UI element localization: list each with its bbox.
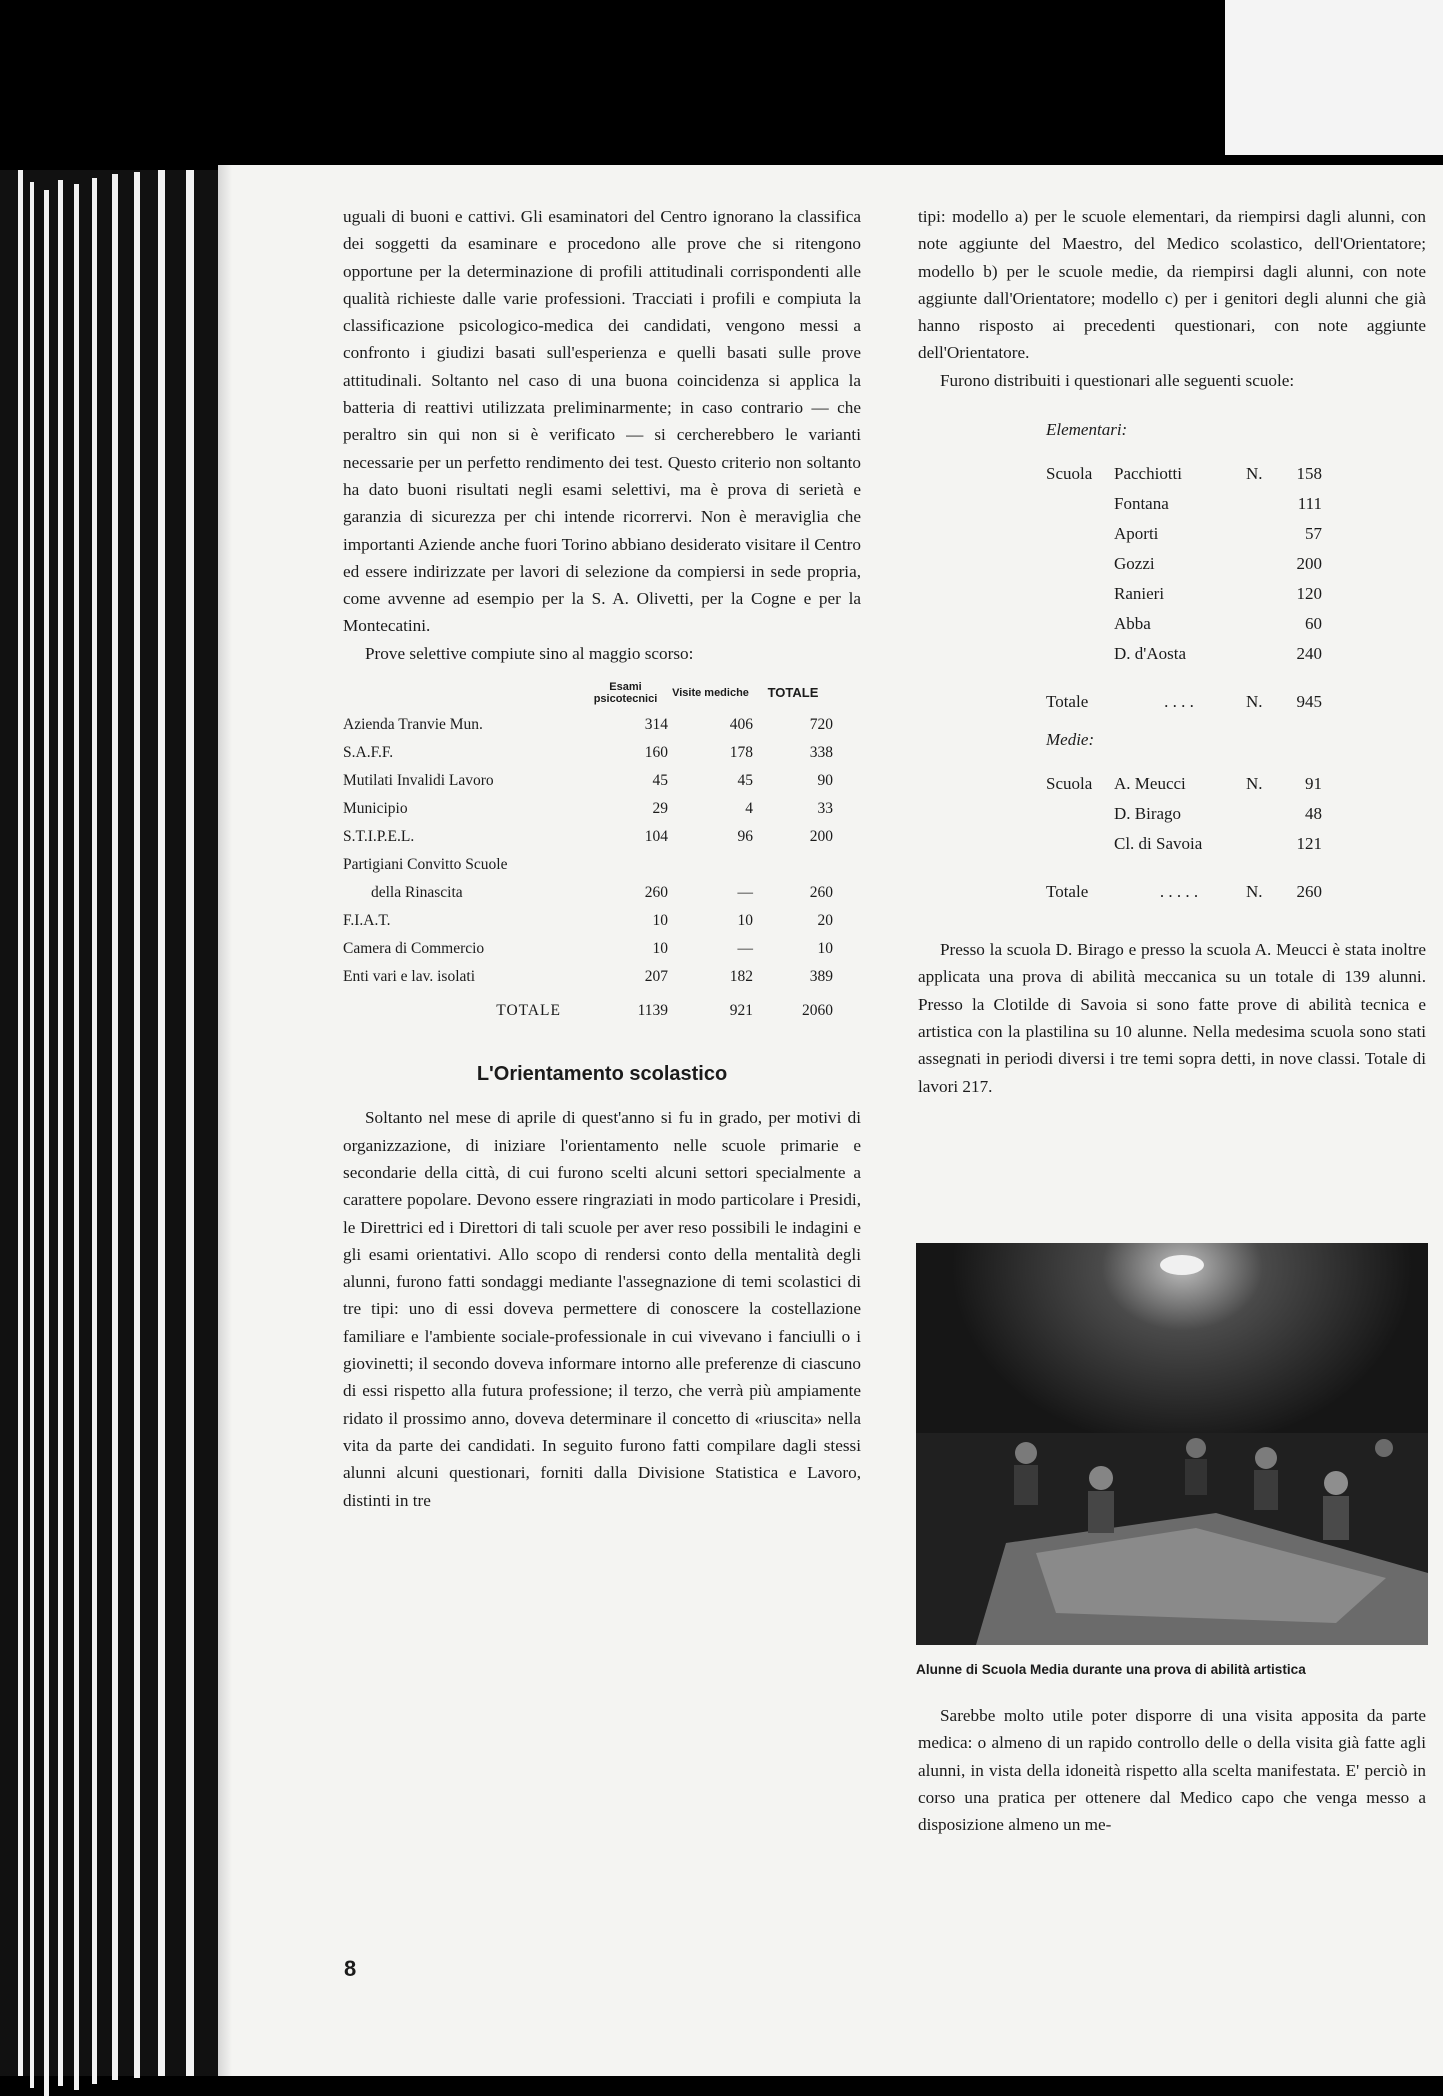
num-abbrev xyxy=(1246,490,1280,518)
page-edge xyxy=(58,180,63,2086)
paragraph: uguali di buoni e cattivi. Gli esaminatori del Centro ignorano la classifica dei soggetti da esaminare e procedono alle prove che si ritengono opportune per la determinazione di profili attitudinali corrispondenti alle qualità richieste dalle varie professioni. Tracciati i profili e compiuta la classificazione psicologico-medica dei candidati, vengono messi a confronto i giudizi basati sull'esperienza e quelli basati sulle prove attitudinali. Soltanto nel caso di una buona coincidenza si applica la batteria di reattivi utilizzata preliminarmente; in caso contrario — che peraltro sin qui non si è verificato — si cercherebbero le varianti necessarie per un perfetto rendimento dei test. Questo criterio non soltanto ha dato buoni risultati negli esami selettivi, ma è prova di serietà e garanzia di sicurezza per chi intende ricorrervi. Non è meraviglia che importanti Aziende anche fuori Torino abbiano desiderato visitare il Centro ed essere indirizzate per lavori di selezione da compiersi in sede propria, come avvenne ad esempio per la S. A. Olivetti, per la Cogne e per la Montecatini. xyxy=(343,207,861,636)
cell-esami: 45 xyxy=(652,772,668,790)
left-column xyxy=(343,203,861,1514)
school-name: Aporti xyxy=(1114,524,1159,544)
school-name: Abba xyxy=(1114,614,1151,634)
school-name: Pacchiotti xyxy=(1114,464,1182,484)
school-row xyxy=(1046,610,1322,638)
cell-totale: 338 xyxy=(809,744,833,762)
cell-visite: 45 xyxy=(737,772,753,790)
school-prefix xyxy=(1046,830,1112,858)
column-header: TOTALE xyxy=(767,685,819,701)
total-label: Totale xyxy=(1046,692,1089,712)
cell-visite: 10 xyxy=(737,912,753,930)
row-label: S.A.F.F. xyxy=(343,744,394,762)
total-count: 260 xyxy=(1296,882,1322,902)
row-label: Partigiani Convitto Scuole xyxy=(343,856,508,874)
cell-totale: 389 xyxy=(809,968,833,986)
school-prefix xyxy=(1046,490,1112,518)
school-prefix: Scuola xyxy=(1046,774,1093,794)
school-prefix xyxy=(1046,520,1112,548)
table-row xyxy=(343,851,833,879)
school-name: Ranieri xyxy=(1114,584,1165,604)
school-row xyxy=(1046,550,1322,578)
total-visite: 921 xyxy=(729,1002,753,1020)
page-edge xyxy=(18,170,23,2076)
page-edge xyxy=(158,170,165,2076)
num-abbrev: N. xyxy=(1246,464,1263,484)
cell-visite xyxy=(668,851,753,879)
school-row xyxy=(1046,830,1322,858)
school-row xyxy=(1046,460,1322,488)
cell-totale: 260 xyxy=(809,884,833,902)
school-row xyxy=(1046,800,1322,828)
school-row xyxy=(1046,580,1322,608)
num-abbrev xyxy=(1246,610,1280,638)
school-count: 240 xyxy=(1296,644,1322,664)
school-row xyxy=(1046,770,1322,798)
cell-visite: 4 xyxy=(745,800,753,818)
page-edge xyxy=(74,184,79,2090)
cell-totale xyxy=(753,851,833,879)
school-prefix xyxy=(1046,610,1112,638)
num-abbrev: N. xyxy=(1246,692,1263,712)
row-label: Mutilati Invalidi Lavoro xyxy=(343,772,494,790)
cell-totale: 20 xyxy=(817,912,833,930)
school-count: 111 xyxy=(1297,494,1322,514)
school-name: D. d'Aosta xyxy=(1114,644,1187,664)
right-column-continued xyxy=(918,1702,1426,1838)
paragraph: Presso la scuola D. Birago e presso la scuola A. Meucci è stata inoltre applicata una prova di abilità meccanica su un totale di 139 alunni. Presso la Clotilde di Savoia si sono fatte prove di abilità tecnica e artistica con la plastilina su 10 alunne. Nella medesima scuola sono stati assegnati in periodi diversi i tre temi sopra detti, in nove classi. Totale di lavori 217. xyxy=(918,940,1426,1096)
num-abbrev xyxy=(1246,800,1280,828)
table-row xyxy=(343,823,833,851)
page-edge xyxy=(186,170,194,2076)
total-label: TOTALE xyxy=(496,1002,561,1020)
page-edge xyxy=(44,190,49,2096)
row-label: F.I.A.T. xyxy=(343,912,391,930)
school-prefix xyxy=(1046,640,1112,668)
adjacent-page-corner xyxy=(1225,0,1443,155)
cell-esami: 29 xyxy=(652,800,668,818)
total-row xyxy=(1046,878,1322,906)
total-totale: 2060 xyxy=(802,1002,833,1020)
table-row xyxy=(343,907,833,935)
photo-image xyxy=(916,1243,1428,1645)
row-label: Municipio xyxy=(343,800,408,818)
cell-esami: 104 xyxy=(644,828,668,846)
column-header: Visite mediche xyxy=(672,687,749,700)
cell-totale: 200 xyxy=(809,828,833,846)
school-prefix xyxy=(1046,550,1112,578)
school-name: Fontana xyxy=(1114,494,1169,514)
school-prefix xyxy=(1046,800,1112,828)
paragraph: tipi: modello a) per le scuole elementari, da riempirsi dagli alunni, con note aggiunte del Maestro, del Medico scolastico, dell'Orientatore; modello b) per le scuole medie, da riempirsi dagli alunni, con note aggiunte dall'Orientatore; modello c) per i genitori degli alunni che già hanno risposto ai precedenti questionari, con note aggiunte dell'Orientatore. xyxy=(918,207,1426,363)
school-name: D. Birago xyxy=(1114,804,1182,824)
cell-esami: 207 xyxy=(644,968,668,986)
selection-tests-table xyxy=(343,681,833,1025)
cell-visite: 182 xyxy=(729,968,753,986)
right-column xyxy=(918,203,1426,1100)
paragraph: Soltanto nel mese di aprile di quest'anno si fu in grado, per motivi di organizzazione, di iniziare l'orientamento nelle scuole primarie e secondarie della città, di cui furono scelti alcuni settori specialmente a carattere popolare. Devono essere ringraziati in modo particolare i Presidi, le Direttrici ed i Direttori di tali scuole per aver reso possibili le indagini e gli esami orientativi. Allo scopo di rendersi conto della mentalità degli alunni, furono fatti sondaggi mediante l'assegnazione di temi scolastici di tre tipi: uno di essi doveva permettere di conoscere la costellazione familiare e l'ambiente sociale-professionale in cui vivevano i fanciulli o i giovinetti; il secondo doveva informare intorno alle preferenze di ciascuno di essi rispetto alla futura professione; il terzo, che verrà più ampiamente ridato il prossimo anno, doveva determinare il concetto di «riuscita» nella vita da parte dei candidati. In seguito furono fatti compilare dagli stessi alunni alcuni questionari, forniti dalla Divisione Statistica e Lavoro, distinti in tre xyxy=(343,1108,861,1510)
school-count: 60 xyxy=(1305,614,1322,634)
num-abbrev xyxy=(1246,830,1280,858)
school-name: Cl. di Savoia xyxy=(1114,834,1203,854)
classroom-photo xyxy=(916,1243,1428,1645)
school-count: 200 xyxy=(1296,554,1322,574)
page-edge xyxy=(134,172,140,2078)
table-row xyxy=(343,711,833,739)
medie-heading: Medie: xyxy=(1046,730,1095,750)
cell-esami xyxy=(583,851,668,879)
page-edge xyxy=(112,174,118,2080)
cell-totale: 720 xyxy=(809,716,833,734)
paragraph: Sarebbe molto utile poter disporre di una visita apposita da parte medica: o almeno di un rapido controllo delle o della visita già fatte agli alunni, in vista della idoneità rispetto alla scelta manifestata. E' perciò in corso una pratica per ottenere dal Medico capo che venga messo a disposizione almeno un me- xyxy=(918,1706,1426,1835)
cell-visite: — xyxy=(737,940,753,958)
school-name: A. Meucci xyxy=(1114,774,1186,794)
total-row xyxy=(1046,688,1322,716)
cell-esami: 10 xyxy=(652,912,668,930)
photo-caption: Alunne di Scuola Media durante una prova di abilità artistica xyxy=(916,1662,1306,1677)
num-abbrev: N. xyxy=(1246,774,1263,794)
school-prefix xyxy=(1046,580,1112,608)
page-edge xyxy=(30,182,34,2088)
cell-visite: — xyxy=(737,884,753,902)
row-label: Enti vari e lav. isolati xyxy=(343,968,475,986)
cell-esami: 10 xyxy=(652,940,668,958)
column-header: Esami psicotecnici xyxy=(593,681,658,706)
total-count: 945 xyxy=(1296,692,1322,712)
school-count: 121 xyxy=(1296,834,1322,854)
section-heading: L'Orientamento scolastico xyxy=(476,1063,728,1086)
num-abbrev xyxy=(1246,520,1280,548)
school-prefix: Scuola xyxy=(1046,464,1093,484)
row-label: S.T.I.P.E.L. xyxy=(343,828,415,846)
school-row xyxy=(1046,490,1322,518)
row-label: Azienda Tranvie Mun. xyxy=(343,716,483,734)
school-count: 91 xyxy=(1305,774,1322,794)
page-edge xyxy=(92,178,97,2084)
leader-dots: . . . . . xyxy=(1159,882,1199,902)
school-count: 57 xyxy=(1305,524,1322,544)
paragraph: Prove selettive compiute sino al maggio scorso: xyxy=(365,643,694,663)
cell-totale: 10 xyxy=(817,940,833,958)
cell-visite: 406 xyxy=(729,716,753,734)
table-header-row xyxy=(343,681,833,711)
num-abbrev: N. xyxy=(1246,882,1263,902)
table-total-row xyxy=(343,991,833,1025)
elementari-table xyxy=(1044,414,1324,908)
cell-esami: 260 xyxy=(644,884,668,902)
cell-totale: 90 xyxy=(817,772,833,790)
row-label: della Rinascita xyxy=(371,884,463,902)
school-count: 120 xyxy=(1296,584,1322,604)
cell-esami: 160 xyxy=(644,744,668,762)
school-row xyxy=(1046,520,1322,548)
table-row xyxy=(343,767,833,795)
table-row xyxy=(343,963,833,991)
table-row xyxy=(343,879,833,907)
num-abbrev xyxy=(1246,550,1280,578)
school-count: 48 xyxy=(1305,804,1322,824)
page-stack-edges xyxy=(0,170,230,2076)
table-row xyxy=(343,795,833,823)
cell-visite: 178 xyxy=(729,744,753,762)
cell-esami: 314 xyxy=(644,716,668,734)
total-label: Totale xyxy=(1046,882,1089,902)
row-label: Camera di Commercio xyxy=(343,940,485,958)
total-esami: 1139 xyxy=(637,1002,668,1020)
school-row xyxy=(1046,640,1322,668)
table-row xyxy=(343,935,833,963)
school-name: Gozzi xyxy=(1114,554,1155,574)
num-abbrev xyxy=(1246,640,1280,668)
cell-totale: 33 xyxy=(817,800,833,818)
leader-dots: . . . . xyxy=(1164,692,1194,712)
num-abbrev xyxy=(1246,580,1280,608)
page-number: 8 xyxy=(344,1956,357,1981)
table-row xyxy=(343,739,833,767)
elementari-heading: Elementari: xyxy=(1046,420,1128,440)
school-count: 158 xyxy=(1296,464,1322,484)
cell-visite: 96 xyxy=(737,828,753,846)
paragraph: Furono distribuiti i questionari alle seguenti scuole: xyxy=(940,370,1295,390)
